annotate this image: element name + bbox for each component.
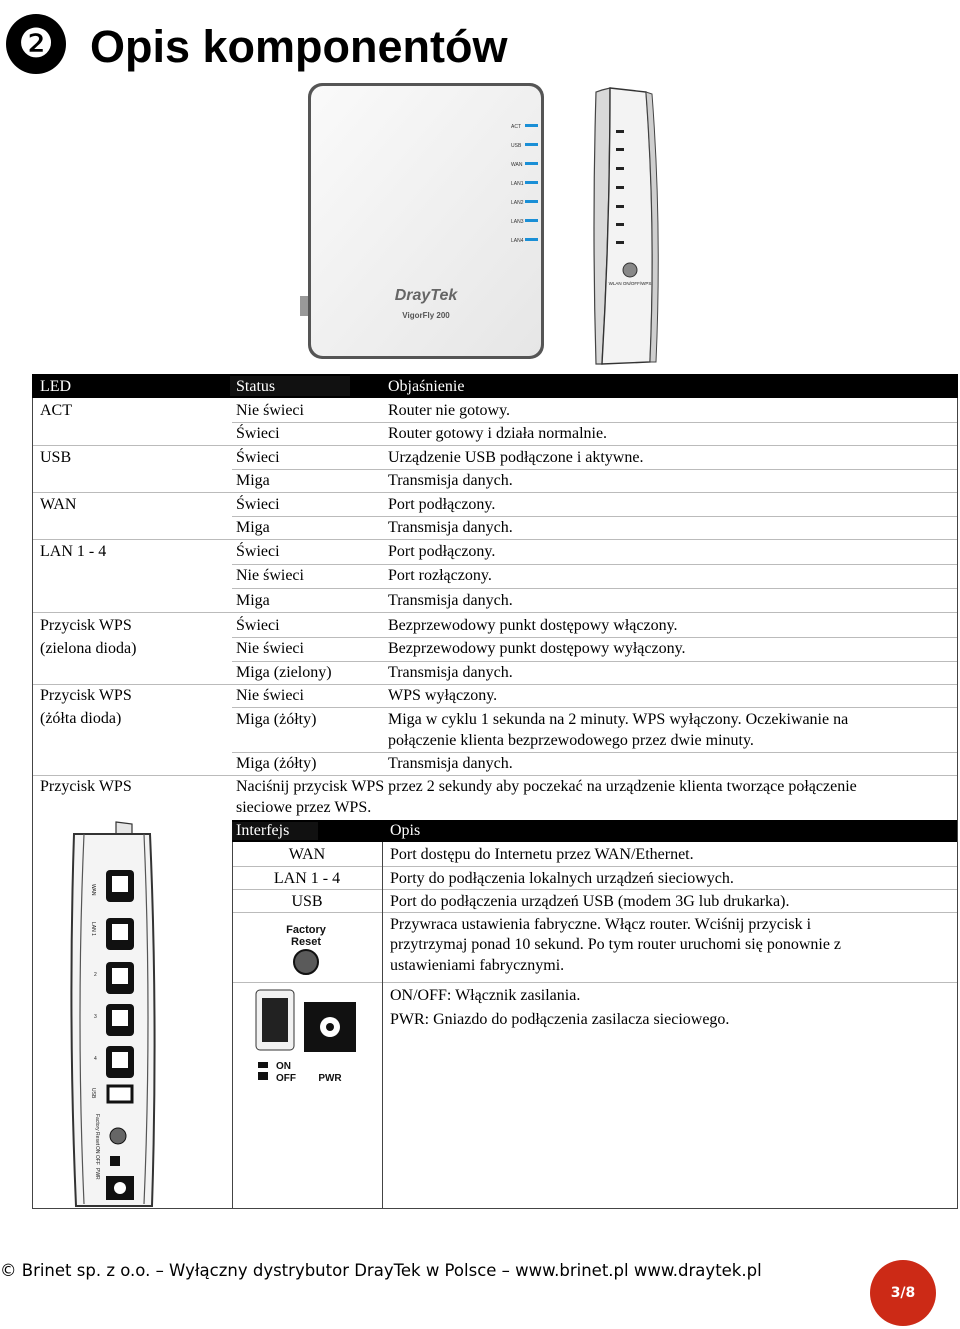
interface-table-divider bbox=[382, 842, 383, 1208]
page-number-badge: 3/8 bbox=[870, 1260, 936, 1326]
header-description: Objaśnienie bbox=[388, 378, 465, 395]
iface-cell: WAN bbox=[288, 846, 326, 863]
iface-cell: LAN 1 - 4 bbox=[273, 870, 341, 887]
power-desc: ON/OFF: Włącznik zasilania. bbox=[390, 987, 581, 1004]
header-opis: Opis bbox=[390, 822, 421, 839]
status-cell: Miga bbox=[236, 519, 270, 536]
desc-cell: Transmisja danych. bbox=[388, 592, 513, 609]
status-cell: Miga bbox=[236, 592, 270, 609]
desc-cell: Port podłączony. bbox=[388, 496, 496, 513]
wps-description-line: sieciowe przez WPS. bbox=[236, 799, 372, 816]
front-led-label: LAN1 bbox=[511, 181, 524, 187]
led-cell: WAN bbox=[40, 496, 77, 513]
desc-cell: Urządzenie USB podłączone i aktywne. bbox=[388, 449, 644, 466]
back-label: USB bbox=[90, 1088, 96, 1099]
status-cell: Nie świeci bbox=[236, 687, 304, 704]
iface-cell: USB bbox=[291, 893, 323, 910]
desc-cell: Transmisja danych. bbox=[388, 472, 513, 489]
draytek-logo: DrayTek bbox=[394, 287, 458, 304]
led-cell: Przycisk WPS bbox=[40, 617, 132, 634]
led-cell: Przycisk WPS bbox=[40, 687, 132, 704]
back-label: 3 bbox=[94, 1014, 97, 1020]
status-cell: Miga (żółty) bbox=[236, 711, 317, 728]
header-status: Status bbox=[236, 378, 276, 395]
desc-cell: Port rozłączony. bbox=[388, 567, 492, 584]
header-led: LED bbox=[40, 378, 72, 395]
router-side-image bbox=[590, 86, 668, 368]
factory-reset-desc: przytrzymaj ponad 10 sekund. Po tym router uruchomi się ponownie z bbox=[390, 936, 842, 953]
status-cell: Miga (zielony) bbox=[236, 664, 332, 681]
led-cell: Przycisk WPS bbox=[40, 778, 132, 795]
interface-table-header bbox=[232, 820, 958, 842]
back-label: ON OFF bbox=[94, 1146, 100, 1165]
front-led-label: WAN bbox=[511, 162, 523, 168]
front-led-label: USB bbox=[511, 143, 522, 149]
led-cell: ACT bbox=[40, 402, 72, 419]
table-left-border bbox=[32, 398, 33, 1208]
wlan-button-label: WLAN ON/OFF/WPS bbox=[608, 281, 652, 286]
power-desc: PWR: Gniazdo do podłączenia zasilacza sieciowego. bbox=[390, 1011, 730, 1028]
wps-description-line: Naciśnij przycisk WPS przez 2 sekundy aby poczekać na urządzenie klienta tworzące połączenie bbox=[236, 778, 857, 795]
desc-cell: Transmisja danych. bbox=[388, 519, 513, 536]
factory-reset-desc: ustawieniami fabrycznymi. bbox=[390, 957, 565, 974]
page-title: Opis komponentów bbox=[90, 21, 508, 72]
factory-reset-desc: Przywraca ustawienia fabryczne. Włącz router. Wciśnij przycisk i bbox=[390, 916, 812, 933]
status-cell: Nie świeci bbox=[236, 402, 304, 419]
factory-reset-icon bbox=[280, 918, 332, 980]
router-back-image bbox=[60, 818, 166, 1210]
status-cell: Świeci bbox=[236, 543, 280, 560]
power-switch-icon bbox=[252, 988, 362, 1084]
status-cell: Miga bbox=[236, 472, 270, 489]
header-interface: Interfejs bbox=[236, 822, 290, 839]
status-cell: Świeci bbox=[236, 425, 280, 442]
status-cell: Świeci bbox=[236, 449, 280, 466]
on-label: ON bbox=[276, 1061, 291, 1072]
table-bottom-border bbox=[32, 1208, 958, 1209]
desc-cell: Bezprzewodowy punkt dostępowy wyłączony. bbox=[388, 640, 686, 657]
front-led-label: LAN4 bbox=[511, 238, 524, 244]
desc-cell-continued: połączenie klienta bezprzewodowego przez dwie minuty. bbox=[388, 732, 754, 749]
status-cell: Świeci bbox=[236, 496, 280, 513]
status-cell: Miga (żółty) bbox=[236, 755, 317, 772]
table-right-border bbox=[957, 398, 958, 1208]
status-cell: Świeci bbox=[236, 617, 280, 634]
desc-cell: WPS wyłączony. bbox=[388, 687, 498, 704]
back-label: PWR bbox=[94, 1168, 100, 1180]
status-cell: Nie świeci bbox=[236, 640, 304, 657]
led-cell: (żółta dioda) bbox=[40, 710, 122, 727]
pwr-label: PWR bbox=[318, 1073, 342, 1084]
desc-cell: Router nie gotowy. bbox=[388, 402, 511, 419]
desc-cell: Bezprzewodowy punkt dostępowy włączony. bbox=[388, 617, 678, 634]
desc-cell: Transmisja danych. bbox=[388, 755, 513, 772]
back-label: 2 bbox=[94, 972, 97, 978]
back-label: 4 bbox=[94, 1056, 97, 1062]
off-label: OFF bbox=[276, 1073, 296, 1084]
factory-reset-label: Factory bbox=[286, 924, 326, 936]
factory-reset-label: Reset bbox=[291, 936, 321, 948]
iface-desc-cell: Porty do podłączenia lokalnych urządzeń sieciowych. bbox=[390, 870, 734, 887]
front-led-label: ACT bbox=[511, 124, 521, 130]
led-table-header bbox=[32, 374, 958, 398]
interface-table-divider bbox=[232, 842, 233, 1208]
back-label: WAN bbox=[90, 884, 96, 896]
router-front-image bbox=[300, 78, 560, 366]
section-number-badge: ❷ bbox=[6, 14, 66, 74]
front-led-label: LAN3 bbox=[511, 219, 524, 225]
desc-cell: Transmisja danych. bbox=[388, 664, 513, 681]
status-cell: Nie świeci bbox=[236, 567, 304, 584]
iface-desc-cell: Port do podłączenia urządzeń USB (modem 3G lub drukarka). bbox=[390, 893, 790, 910]
back-label: Factory Reset bbox=[94, 1114, 100, 1146]
desc-cell: Port podłączony. bbox=[388, 543, 496, 560]
led-cell: LAN 1 - 4 bbox=[40, 543, 107, 560]
desc-cell: Router gotowy i działa normalnie. bbox=[388, 425, 608, 442]
back-label: LAN 1 bbox=[90, 922, 96, 936]
front-led-label: LAN2 bbox=[511, 200, 524, 206]
desc-cell: Miga w cyklu 1 sekunda na 2 minuty. WPS wyłączony. Oczekiwanie na bbox=[388, 711, 849, 728]
model-label: VigorFly 200 bbox=[402, 311, 450, 320]
led-cell: USB bbox=[40, 449, 72, 466]
iface-desc-cell: Port dostępu do Internetu przez WAN/Ethernet. bbox=[390, 846, 694, 863]
footer-text: © Brinet sp. z o.o. – Wyłączny dystrybutor DrayTek w Polsce – www.brinet.pl www.draytek.pl bbox=[0, 1261, 762, 1280]
led-cell: (zielona dioda) bbox=[40, 640, 137, 657]
